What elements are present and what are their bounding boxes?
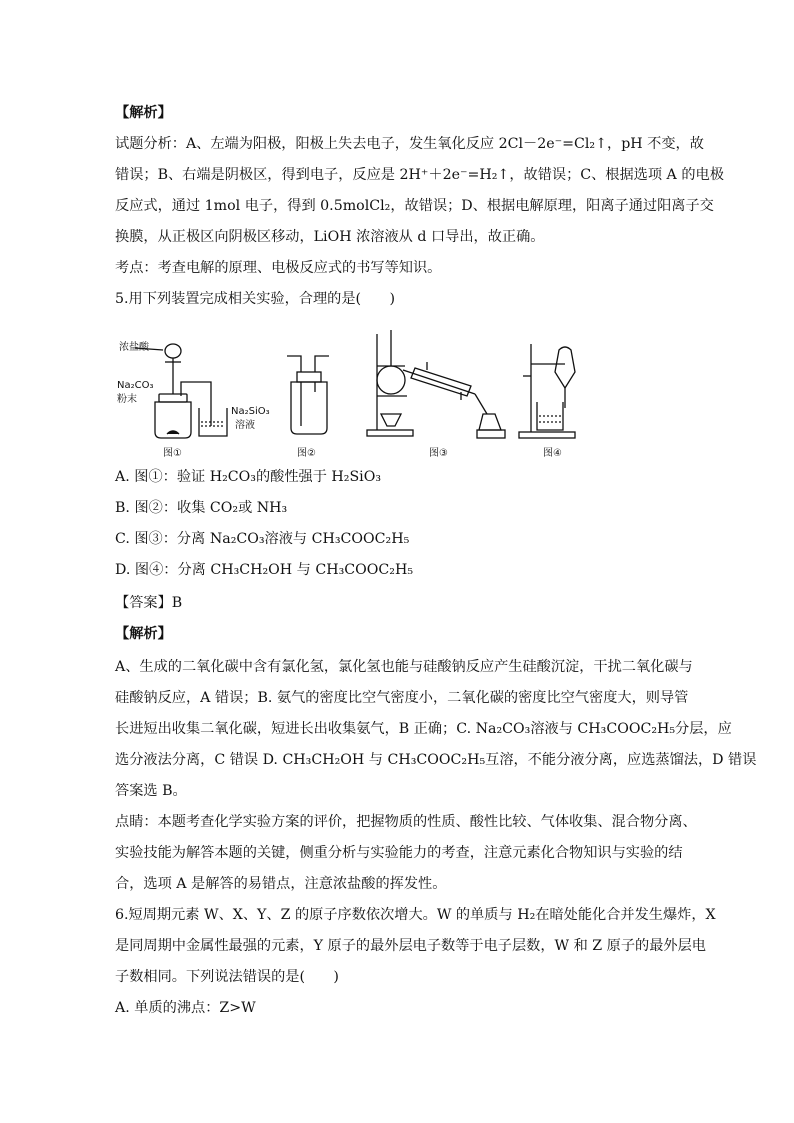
analysis-line: 答案选 B。 xyxy=(115,783,187,799)
label-na2sio3: Na₂SiO₃ xyxy=(231,406,270,417)
label-fig2: 图② xyxy=(297,448,316,459)
label-acid: 浓盐酸 xyxy=(119,342,149,353)
question-6-stem: 是同周期中金属性最强的元素，Y 原子的最外层电子数等于电子层数，W 和 Z 原子的最外层电 xyxy=(115,938,706,954)
delivery-tube-icon xyxy=(181,382,211,426)
label-fig4: 图④ xyxy=(543,448,562,459)
label-powder: 粉末 xyxy=(117,394,137,405)
analysis-line: 错误；B、右端是阴极区，得到电子，反应是 2H⁺＋2e⁻=H₂↑，故错误；C、根据选项 A 的电极 xyxy=(115,167,724,183)
analysis-line: 反应式，通过 1mol 电子，得到 0.5molCl₂，故错误；D、根据电解原理，阳离子通过阳离子交 xyxy=(115,198,714,214)
analysis-line: 换膜，从正极区向阴极区移动，LiOH 浓溶液从 d 口导出，故正确。 xyxy=(115,229,545,245)
dianjing-line: 点睛：本题考查化学实验方案的评价，把握物质的性质、酸性比较、气体收集、混合物分离、 xyxy=(115,814,697,830)
funnel-bulb-icon xyxy=(165,344,181,358)
label-fig1: 图① xyxy=(163,448,182,459)
label-na2co3: Na₂CO₃ xyxy=(117,380,154,391)
analysis-line: A、生成的二氧化碳中含有氯化氢，氯化氢也能与硅酸钠反应产生硅酸沉淀，干扰二氧化碳与 xyxy=(115,659,693,675)
condenser-icon xyxy=(403,370,475,394)
distillation-flask-icon xyxy=(377,366,405,394)
apparatus-diagram xyxy=(115,322,615,462)
analysis-heading: 【解析】 xyxy=(115,105,172,121)
dianjing-line: 实验技能为解答本题的关键，侧重分析与实验能力的考查，注意元素化合物知识与实验的结 xyxy=(115,845,683,861)
kaodian-line: 考点：考查电解的原理、电极反应式的书写等知识。 xyxy=(115,260,442,276)
option-b: B. 图②：收集 CO₂或 NH₃ xyxy=(115,500,288,516)
question-5-stem: 5.用下列装置完成相关实验，合理的是( ) xyxy=(115,291,395,307)
option-c: C. 图③：分离 Na₂CO₃溶液与 CH₃COOC₂H₅ xyxy=(115,531,410,547)
label-solution: 溶液 xyxy=(235,420,255,431)
question-5-figure xyxy=(115,322,615,462)
q6-option-a: A. 单质的沸点：Z>W xyxy=(115,1000,256,1016)
analysis-line: 硅酸钠反应，A 错误；B. 氨气的密度比空气密度小，二氧化碳的密度比空气密度大，则导管 xyxy=(115,690,689,706)
analysis-line: 试题分析：A、左端为阳极，阳极上失去电子，发生氧化反应 2Cl－2e⁻=Cl₂↑，pH 不变，故 xyxy=(115,136,704,152)
separatory-funnel-icon xyxy=(555,347,575,388)
answer-line: 【答案】B xyxy=(115,595,183,611)
analysis-line: 长进短出收集二氧化碳，短进长出收集氨气，B 正确；C. Na₂CO₃溶液与 CH₃COOC₂H₅分层，应 xyxy=(115,721,732,737)
analysis-heading: 【解析】 xyxy=(115,626,172,642)
option-d: D. 图④：分离 CH₃CH₂OH 与 CH₃COOC₂H₅ xyxy=(115,562,414,578)
stand-base-icon xyxy=(367,430,413,436)
option-a: A. 图①：验证 H₂CO₃的酸性强于 H₂SiO₃ xyxy=(115,469,382,485)
question-6-stem: 6.短周期元素 W、X、Y、Z 的原子序数依次增大。W 的单质与 H₂在暗处能化合并发生爆炸，X xyxy=(115,907,716,923)
label-fig3: 图③ xyxy=(429,448,448,459)
dianjing-line: 合，选项 A 是解答的易错点，注意浓盐酸的挥发性。 xyxy=(115,876,447,892)
analysis-line: 选分液法分离，C 错误 D. CH₃CH₂OH 与 CH₃COOC₂H₅互溶，不能分液分离，应选蒸馏法，D 错误 xyxy=(115,752,757,768)
receiving-flask-icon xyxy=(479,414,501,430)
gas-bottle-icon xyxy=(291,382,327,434)
question-6-stem: 子数相同。下列说法错误的是( ) xyxy=(115,969,339,985)
